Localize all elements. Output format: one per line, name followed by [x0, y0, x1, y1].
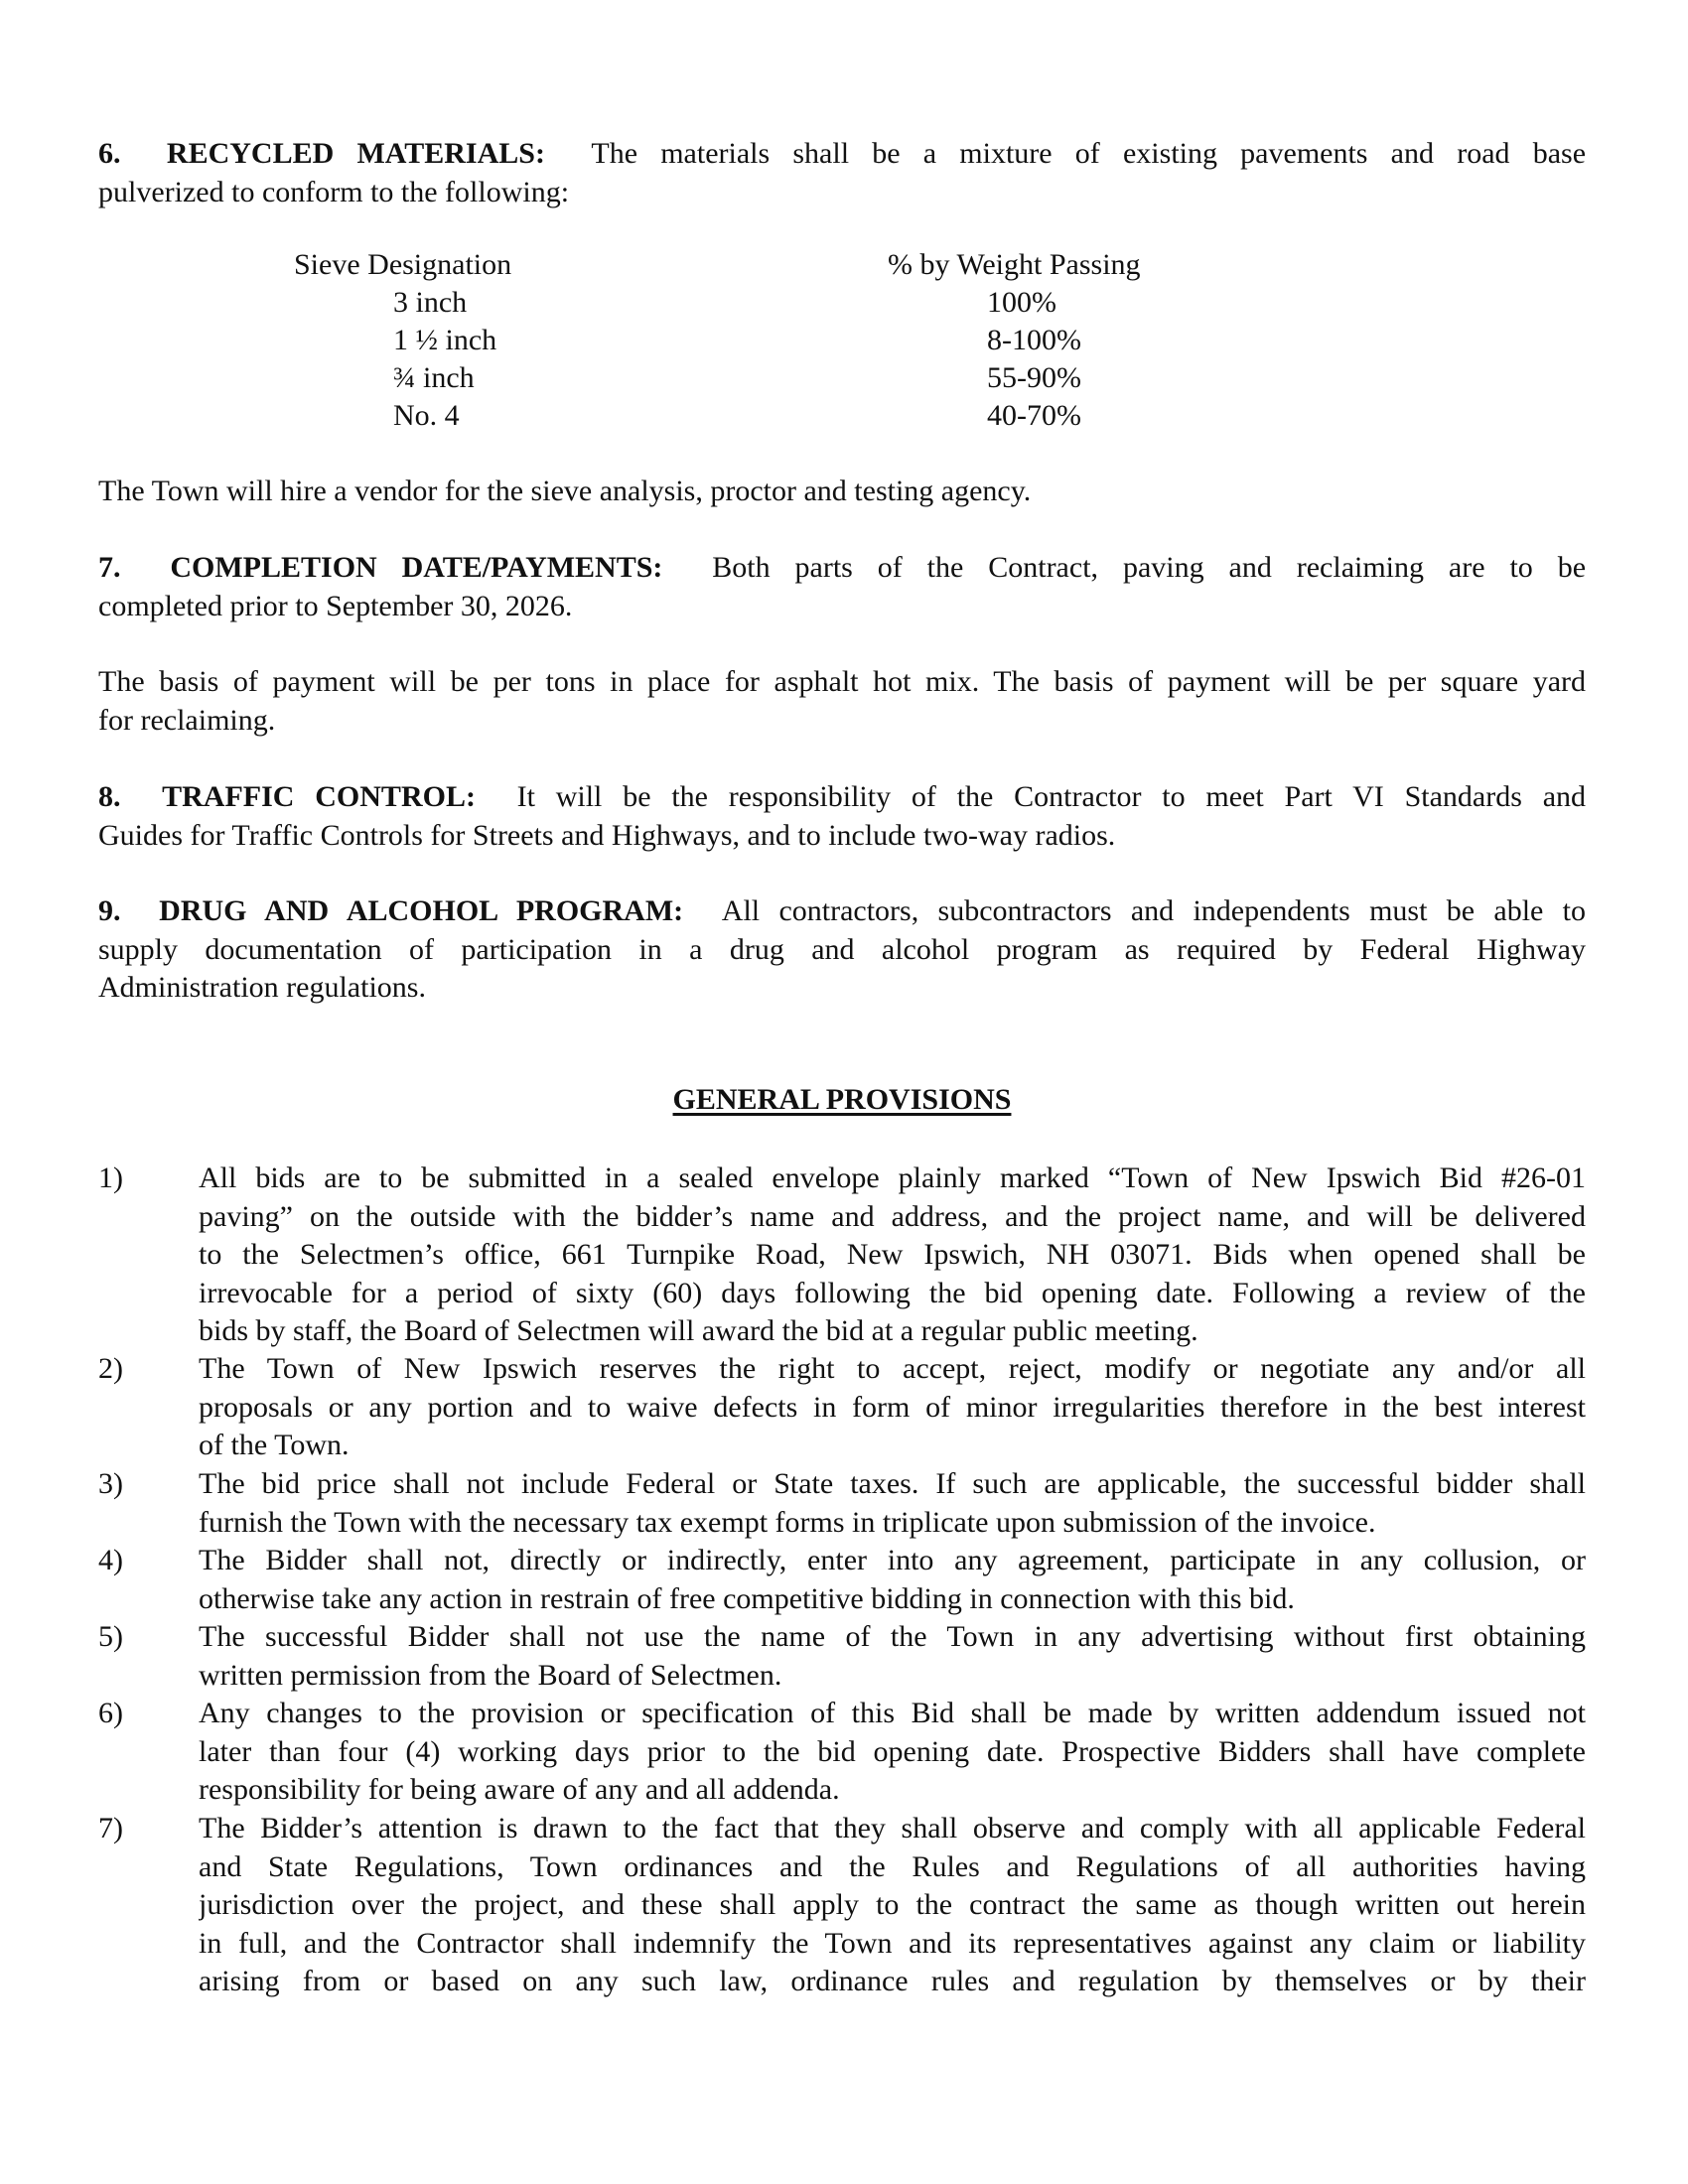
- provision-line: furnish the Town with the necessary tax exempt forms in triplicate upon submission of the invoice.: [199, 1505, 1376, 1539]
- provision-line: The Bidder’s attention is drawn to the fact that they shall observe and comply with all applicable Federal: [199, 1812, 1586, 1844]
- section-traffic-control: [98, 778, 1586, 855]
- section-title: DRUG AND ALCOHOL PROGRAM:: [159, 894, 684, 927]
- provision-line: later than four (4) working days prior to the bid opening date. Prospective Bidders shall have complete: [199, 1734, 1586, 1768]
- provision-line: irrevocable for a period of sixty (60) days following the bid opening date. Following a review of the: [199, 1276, 1586, 1309]
- section-number: 9.: [98, 894, 121, 927]
- section-first-line: [98, 778, 1586, 817]
- sieve-note: The Town will hire a vendor for the sieve analysis, proctor and testing agency.: [98, 475, 1032, 507]
- section-completion-date: [98, 549, 1586, 625]
- section-text: pulverized to conform to the following:: [98, 175, 570, 208]
- section-text: completed prior to September 30, 2026.: [98, 589, 573, 622]
- provision-number: 4): [98, 1544, 123, 1576]
- section-text: supply documentation of participation in a drug and alcohol program as required by Federal Highway: [98, 932, 1586, 966]
- sieve-size: 1 ½ inch: [393, 324, 497, 356]
- provision-line: All bids are to be submitted in a sealed envelope plainly marked “Town of New Ipswich Bid #26-01: [199, 1161, 1586, 1194]
- provision-line: jurisdiction over the project, and these shall apply to the contract the same as though written out herein: [199, 1888, 1586, 1921]
- sieve-passing: 100%: [987, 286, 1056, 319]
- sieve-header-designation: Sieve Designation: [294, 248, 512, 281]
- provision-line: paving” on the outside with the bidder’s name and address, and the project name, and will be delivered: [199, 1199, 1586, 1233]
- section-text: The materials shall be a mixture of existing pavements and road base: [591, 137, 1586, 170]
- sieve-size: 3 inch: [393, 286, 468, 319]
- provision-number: 3): [98, 1467, 123, 1500]
- provision-number: 6): [98, 1697, 123, 1729]
- section-number: 7.: [98, 551, 121, 584]
- provision-line: bids by staff, the Board of Selectmen will award the bid at a regular public meeting.: [199, 1314, 1198, 1347]
- section-recycled-materials: [98, 135, 1586, 211]
- section-text: All contractors, subcontractors and independents must be able to: [721, 894, 1586, 927]
- provision-number: 7): [98, 1812, 123, 1844]
- payment-line: The basis of payment will be per tons in place for asphalt hot mix. The basis of payment will be per square yard: [98, 665, 1586, 698]
- sieve-size: ¾ inch: [393, 361, 475, 394]
- section-number: 6.: [98, 137, 121, 170]
- provision-line: The Town of New Ipswich reserves the right to accept, reject, modify or negotiate any and/or all: [199, 1352, 1586, 1385]
- sieve-passing: 55-90%: [987, 361, 1081, 394]
- section-first-line: [98, 549, 1586, 588]
- sieve-passing: 8-100%: [987, 324, 1081, 356]
- section-drug-alcohol: [98, 892, 1586, 1008]
- section-number: 8.: [98, 780, 121, 813]
- provision-line: of the Town.: [199, 1429, 350, 1461]
- provision-line: arising from or based on any such law, ordinance rules and regulation by themselves or by their: [199, 1965, 1586, 1997]
- section-text: Guides for Traffic Controls for Streets and Highways, and to include two-way radios.: [98, 818, 1116, 852]
- section-title: COMPLETION DATE/PAYMENTS:: [170, 551, 663, 584]
- provision-line: The Bidder shall not, directly or indirectly, enter into any agreement, participate in any collusion, or: [199, 1544, 1586, 1576]
- section-text: Both parts of the Contract, paving and reclaiming are to be: [712, 551, 1586, 584]
- section-text: Administration regulations.: [98, 971, 426, 1004]
- provision-number: 2): [98, 1352, 123, 1385]
- provision-line: to the Selectmen’s office, 661 Turnpike Road, New Ipswich, NH 03071. Bids when opened shall be: [199, 1238, 1586, 1271]
- section-title: RECYCLED MATERIALS:: [166, 137, 545, 170]
- section-title: TRAFFIC CONTROL:: [162, 780, 476, 813]
- provision-line: The successful Bidder shall not use the name of the Town in any advertising without first obtaining: [199, 1620, 1586, 1653]
- section-text: It will be the responsibility of the Contractor to meet Part VI Standards and: [516, 780, 1586, 813]
- provision-line: responsibility for being aware of any and all addenda.: [199, 1773, 840, 1806]
- section-first-line: [98, 135, 1586, 174]
- payment-line: for reclaiming.: [98, 703, 276, 737]
- provision-line: written permission from the Board of Selectmen.: [199, 1658, 782, 1692]
- provision-line: in full, and the Contractor shall indemnify the Town and its representatives against any claim or liability: [199, 1926, 1586, 1960]
- provision-number: 5): [98, 1620, 123, 1653]
- sieve-passing: 40-70%: [987, 399, 1081, 432]
- provision-line: and State Regulations, Town ordinances and the Rules and Regulations of all authorities having: [199, 1849, 1586, 1883]
- sieve-header-passing: % by Weight Passing: [888, 248, 1141, 281]
- section-first-line: [98, 892, 1586, 931]
- provision-number: 1): [98, 1161, 123, 1194]
- provision-line: otherwise take any action in restrain of free competitive bidding in connection with this bid.: [199, 1581, 1295, 1615]
- general-provisions-heading: GENERAL PROVISIONS: [672, 1083, 1012, 1116]
- sieve-size: No. 4: [393, 399, 460, 432]
- payment-paragraph: [98, 663, 1586, 740]
- provision-line: The bid price shall not include Federal or State taxes. If such are applicable, the successful bidder shall: [199, 1467, 1586, 1500]
- provision-line: Any changes to the provision or specification of this Bid shall be made by written addendum issued not: [199, 1697, 1586, 1729]
- provision-line: proposals or any portion and to waive defects in form of minor irregularities therefore in the best interest: [199, 1390, 1586, 1424]
